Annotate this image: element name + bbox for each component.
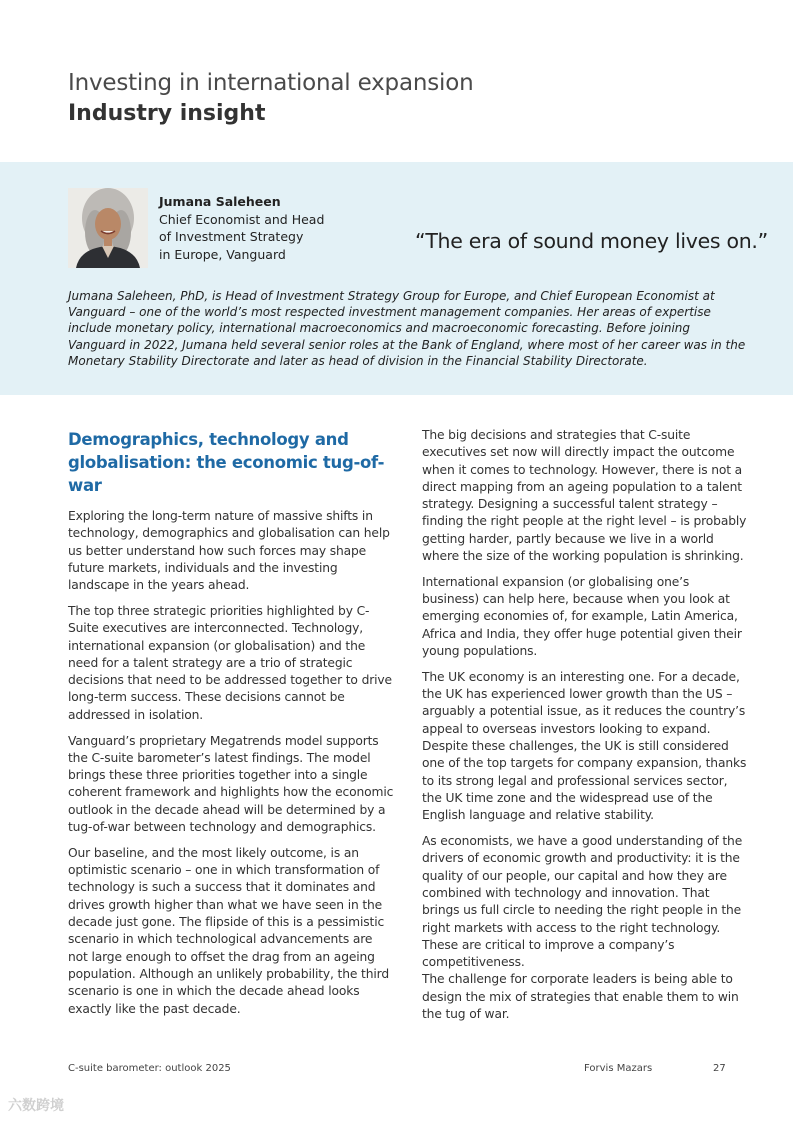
portrait-icon xyxy=(68,188,148,268)
body-paragraph: The top three strategic priorities highlighted by C-Suite executives are interconnected. Technology, international expansion (or globalisation) and the need for a talent strategy are a trio of strategic decisions that need to be addressed together to drive long-term success. These decisions cannot be addressed in isolation. xyxy=(68,603,392,722)
body-paragraph: The UK economy is an interesting one. For a decade, the UK has experienced lower growth than the US – arguably a potential issue, as it reduces the country’s appeal to overseas investors looking to expand. Despite these challenges, the UK is still considered one of the top targets for company expansion, thanks to its strong legal and professional services sector, the UK time zone and the widespread use of the English language and relative stability. xyxy=(422,669,747,823)
page-number: 27 xyxy=(713,1063,726,1074)
footer-publication: C-suite barometer: outlook 2025 xyxy=(68,1063,231,1074)
author-block xyxy=(159,193,324,263)
author-bio: Jumana Saleheen, PhD, is Head of Investment Strategy Group for Europe, and Chief European Economist at Vanguard – one of the world’s most respected investment management companies. Her areas of expertise include monetary policy, international macroeconomics and macroeconomic forecasting. Before joining Vanguard in 2022, Jumana held several senior roles at the Bank of England, where most of her career was in the Monetary Stability Directorate and later as head of division in the Financial Stability Directorate. xyxy=(68,289,746,368)
page-header xyxy=(68,68,473,130)
portrait-photo xyxy=(68,188,148,268)
section-heading: Demographics, technology and globalisation: the economic tug-of-war xyxy=(68,430,385,495)
body-paragraph: The big decisions and strategies that C-suite executives set now will directly impact the outcome when it comes to technology. However, there is not a direct mapping from an ageing population to a talent strategy. Designing a successful talent strategy – finding the right people at the right level – is probably getting harder, partly because we live in a world where the size of the working population is shrinking. xyxy=(422,428,747,564)
watermark-logo: 六数跨境 xyxy=(8,1098,64,1114)
author-role-line: of Investment Strategy xyxy=(159,229,304,244)
page-title: Industry insight xyxy=(68,101,266,126)
article-right-column xyxy=(422,427,749,1032)
body-paragraph: International expansion (or globalising one’s business) can help here, because when you look at emerging economies of, for example, Latin America, Africa and India, they offer huge potential given their young populations. xyxy=(422,574,742,659)
author-role-line: Chief Economist and Head xyxy=(159,211,325,227)
body-paragraph: The challenge for corporate leaders is being able to design the mix of strategies that enable them to win the tug of war. xyxy=(422,972,739,1021)
article-left-column xyxy=(68,428,395,1026)
pull-quote: “The era of sound money lives on.” xyxy=(415,229,768,253)
section-kicker: Investing in international expansion xyxy=(68,70,474,96)
footer-brand: Forvis Mazars xyxy=(584,1063,653,1074)
body-paragraph: Vanguard’s proprietary Megatrends model supports the C-suite barometer’s latest findings. The model brings these three priorities together into a single coherent framework and highlights how the economic outlook in the decade ahead will be determined by a tug-of-war between technology and demographics. xyxy=(68,733,394,835)
author-role-line: in Europe, Vanguard xyxy=(159,246,286,262)
body-paragraph: Our baseline, and the most likely outcome, is an optimistic scenario – one in which transformation of technology is such a success that it dominates and drives growth higher than what we have seen in the decade just gone. The flipside of this is a pessimistic scenario in which technological advancements are not large enough to offset the drag from an ageing population. Although an unlikely probability, the third scenario is one in which the decade ahead looks exactly like the past decade. xyxy=(68,845,389,1016)
body-paragraph: Exploring the long-term nature of massive shifts in technology, demographics and globalisation can help us better understand how such forces may shape future markets, individuals and the investing landscape in the years ahead. xyxy=(68,509,390,593)
body-paragraph: As economists, we have a good understanding of the drivers of economic growth and productivity: it is the quality of our people, our capital and how they are combined with technology and innovation. That brings us full circle to needing the right people in the right markets with access to the right technology. These are critical to improve a company’s competitiveness. xyxy=(422,834,743,970)
author-name: Jumana Saleheen xyxy=(159,194,281,209)
